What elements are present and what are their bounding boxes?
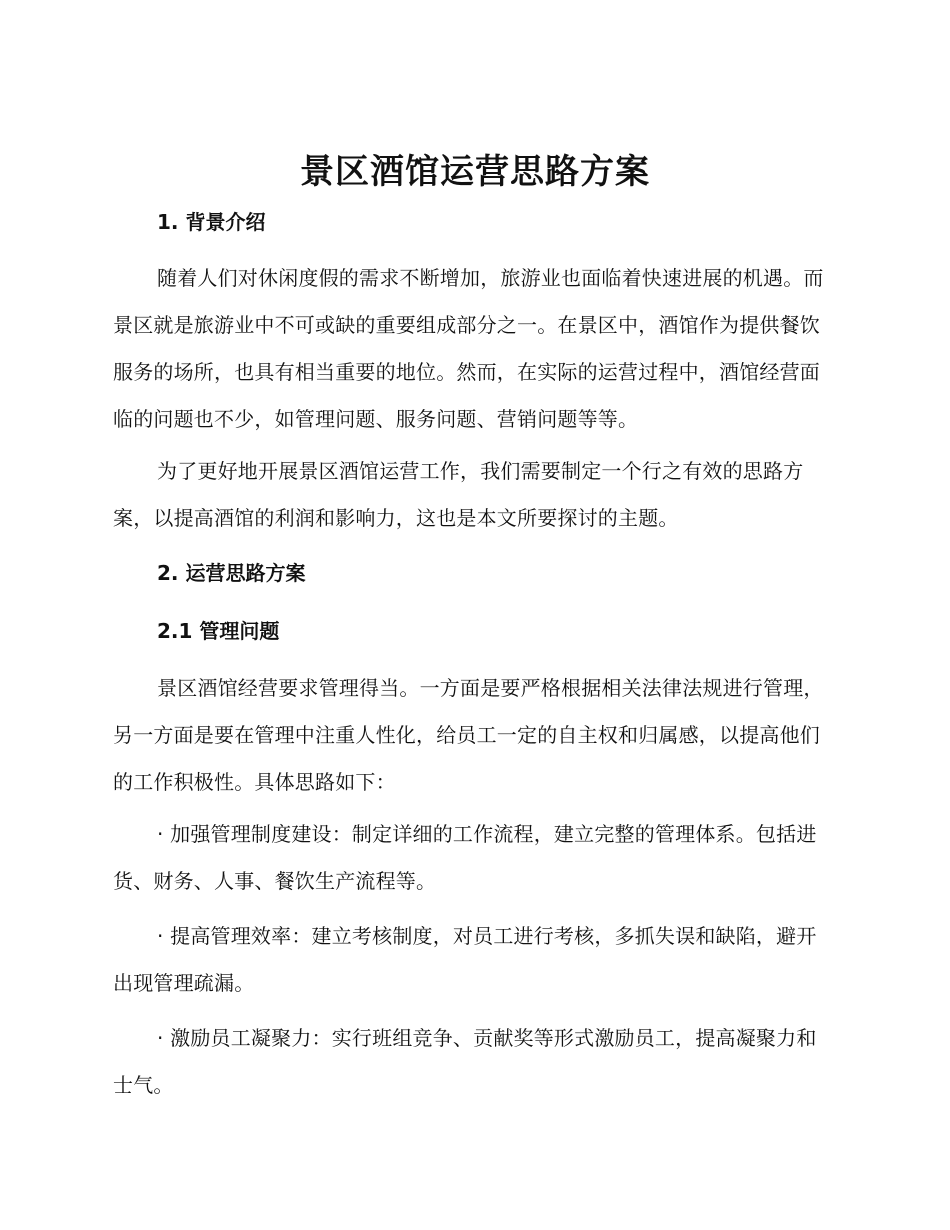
section-heading-operation-plan: 2. 运营思路方案 (157, 561, 306, 585)
document-title: 景区酒馆运营思路方案 (300, 152, 650, 192)
paragraph-management-intro: 景区酒馆经营要求管理得当。一方面是要严格根据相关法律法规进行管理，另一方面是要在管理中注重人性化，给员工一定的自主权和归属感，以提高他们的工作积极性。具体思路如下： (113, 676, 824, 794)
bullet-item-motivation: · 激励员工凝聚力：实行班组竞争、贡献奖等形式激励员工，提高凝聚力和士气。 (113, 1026, 817, 1097)
bullet-item-system-building: · 加强管理制度建设：制定详细的工作流程，建立完整的管理体系。包括进货、财务、人事、餐饮生产流程等。 (113, 822, 817, 893)
bullet-item-efficiency: · 提高管理效率：建立考核制度，对员工进行考核，多抓失误和缺陷，避开出现管理疏漏。 (113, 924, 817, 995)
paragraph-background-2: 为了更好地开展景区酒馆运营工作，我们需要制定一个行之有效的思路方案，以提高酒馆的利润和影响力，这也是本文所要探讨的主题。 (113, 459, 804, 530)
section-heading-background: 1. 背景介绍 (157, 210, 266, 234)
paragraph-background-1: 随着人们对休闲度假的需求不断增加，旅游业也面临着快速进展的机遇。而景区就是旅游业中不可或缺的重要组成部分之一。在景区中，酒馆作为提供餐饮服务的场所，也具有相当重要的地位。然而，在实际的运营过程中，酒馆经营面临的问题也不少，如管理问题、服务问题、营销问题等等。 (113, 266, 824, 431)
subsection-heading-management: 2.1 管理问题 (157, 619, 280, 643)
